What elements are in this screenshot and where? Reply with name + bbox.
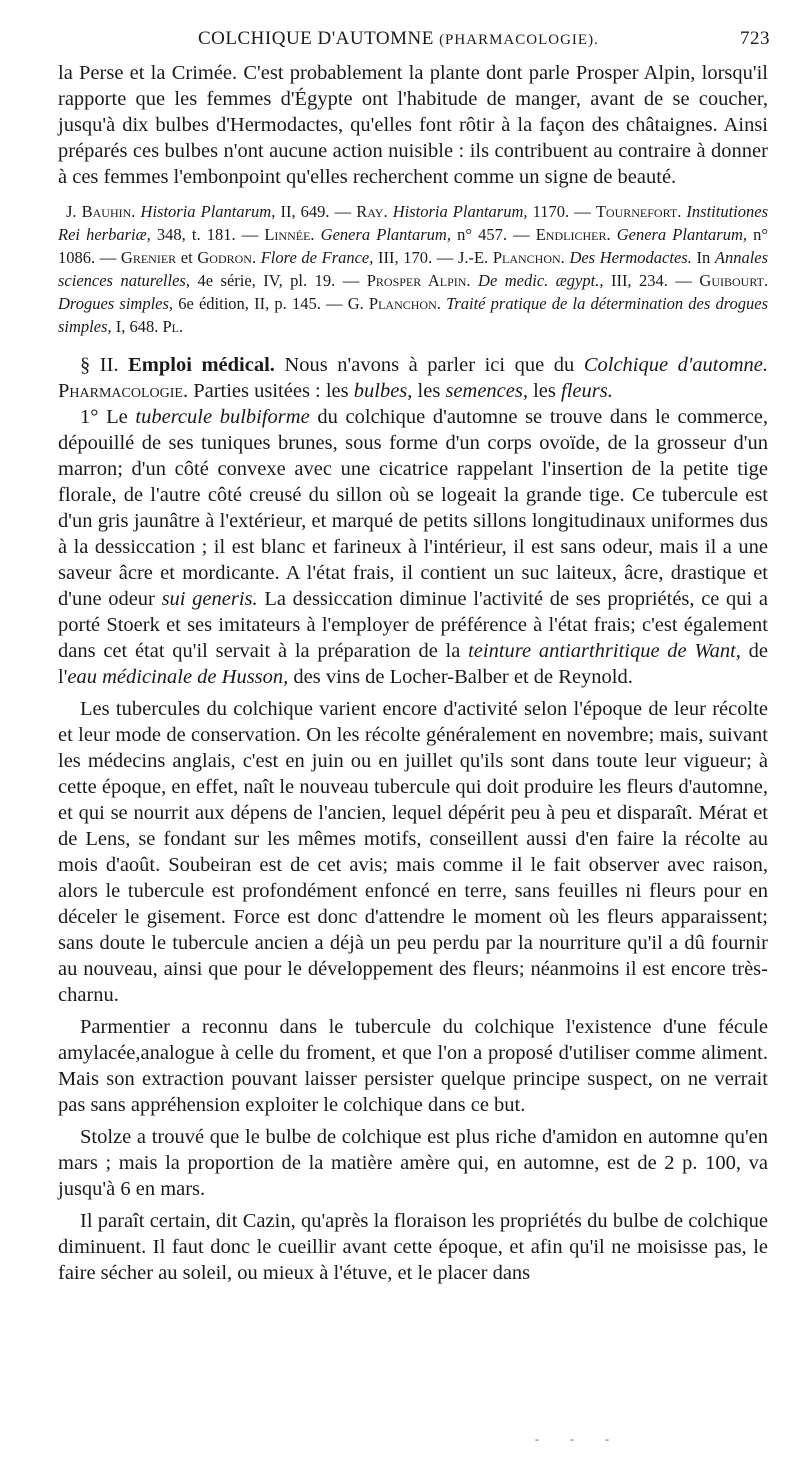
ref-title: Annales sciences naturelles, bbox=[58, 248, 769, 290]
paragraph-continuation: la Perse et la Crimée. C'est probablement la plante dont parle Prosper Alpin, lorsqu'il rapporte que les femmes d'Égypte ont l'habitude de manger, avant de se coucher, jusqu'à dix bulbes d'Hermodactes, qu'elles font rôtir à la façon des châtaignes. Ainsi préparés ces bulbes n'ont aucune action nuisible : ils contribuent au contraire à donner à ces femmes l'embonpoint qu'elles recherchent comme un signe de beauté. bbox=[58, 62, 768, 188]
paragraph-cazin: Il paraît certain, dit Cazin, qu'après la floraison les propriétés du bulbe de colchique diminuent. Il faut donc le cueillir avant cette époque, et afin qu'il ne moisisse pas, le faire sécher au soleil, ou mieux à l'étuve, et le placer dans bbox=[58, 1210, 768, 1284]
ref-detail: 348, t. 181. — bbox=[156, 225, 259, 244]
paragraph-parmentier: Parmentier a reconnu dans le tubercule du colchique l'existence d'une fécule amylacée,analogue à celle du froment, et que l'on a proposé d'utiliser comme aliment. Mais son extraction pouvant laisser persister quelque principe suspect, on ne verrait pas sans appréhension exploiter le colchique dans ce but. bbox=[58, 1016, 768, 1116]
ref-author: Linnée. bbox=[264, 225, 315, 244]
section-term: semences, bbox=[445, 380, 528, 402]
ref-title: Traité pratique de la détermination des drogues simples, bbox=[58, 294, 769, 336]
paragraph-text: des vins de Locher-Balber et de Reynold. bbox=[293, 666, 633, 688]
ref-author: Endlicher. bbox=[535, 225, 611, 244]
ref-author: J.-E. Planchon. bbox=[457, 248, 565, 267]
ref-title: Flore de France, bbox=[260, 248, 374, 267]
ref-author: Guibourt. bbox=[699, 271, 769, 290]
ref-title: Historia Plantarum, bbox=[392, 202, 528, 221]
paragraph-term: teinture antiarthritique de Want, bbox=[468, 640, 741, 662]
paragraph-text: La dessiccation diminue l'activité de ses propriétés, ce qui a porté Stoerk et ses imitateurs à l'employer de préférence à l'état frais; c'est également dans cet état qu'il servait à la préparation de la bbox=[58, 588, 769, 662]
page-number: 723 bbox=[740, 28, 770, 49]
paragraph-text: du colchique d'automne se trouve dans le commerce, dépouillé de ses tuniques brunes, sous forme d'un corps ovoïde, de la grosseur d'un marron; d'un côté convexe avec une cicatrice rappelant l'insertion de la petite tige florale, de l'autre côté creusé du sillon où se logeait la grande tige. Ce tubercule est d'un gris jaunâtre à l'extérieur, et marqué de petits sillons longitudinaux uniformes dus à la dessiccation ; il est blanc et farineux à l'intérieur, il est sans odeur, mais il a une saveur âcre et mordicante. A l'état frais, il contient un suc laiteux, âcre, drastique et d'une odeur bbox=[58, 406, 769, 610]
ref-author: Godron. bbox=[197, 248, 257, 267]
section-text: Nous n'avons à parler ici que du bbox=[284, 354, 575, 376]
ref-author: Grenier bbox=[120, 248, 177, 267]
section-title: Emploi médical. bbox=[128, 354, 275, 376]
ref-detail: III, 170. — bbox=[378, 248, 454, 267]
ref-detail: II, 649. — bbox=[280, 202, 352, 221]
paragraph-text: 1° Le bbox=[80, 406, 128, 428]
running-header bbox=[58, 28, 770, 54]
section-term: fleurs. bbox=[561, 380, 613, 402]
running-subtitle: (PHARMACOLOGIE). bbox=[439, 32, 599, 48]
ref-conjunction: et bbox=[180, 248, 193, 267]
ref-title: Historia Plantarum, bbox=[140, 202, 276, 221]
ref-title: Des Hermodactes. bbox=[569, 248, 692, 267]
running-title-text: COLCHIQUE D'AUTOMNE bbox=[198, 28, 434, 49]
ref-detail: 1170. — bbox=[532, 202, 591, 221]
spacer bbox=[58, 338, 768, 352]
ref-author: Tournefort. bbox=[595, 202, 682, 221]
ref-author: J. Bauhin. bbox=[66, 202, 136, 221]
section-heading-paragraph bbox=[58, 352, 768, 404]
paragraph-term: eau médicinale de Husson, bbox=[67, 666, 289, 688]
ref-detail: In bbox=[696, 248, 711, 267]
ref-signature: Pl. bbox=[162, 317, 184, 336]
ref-author: Ray. bbox=[356, 202, 388, 221]
ref-detail: I, 648. bbox=[115, 317, 159, 336]
section-text: Parties usitées : les bbox=[193, 380, 349, 402]
ref-detail: 6e édition, II, p. 145. — bbox=[178, 294, 343, 313]
section-term: Colchique d'automne. bbox=[583, 354, 768, 376]
section-subtitle: Pharmacologie. bbox=[58, 380, 189, 402]
section-text: les bbox=[533, 380, 556, 402]
paragraph-recolte: Les tubercules du colchique varient encore d'activité selon l'époque de leur récolte et leur mode de conservation. On les récolte généralement en novembre; mais, suivant les médecins anglais, c'est en juin ou en juillet qu'ils sont dans toute leur vigueur; à cette époque, en effet, naît le nouveau tubercule qui doit produire les fleurs d'automne, et qui se nourrit aux dépens de l'ancien, lequel dépérit peu à peu et disparaît. Mérat et de Lens, se fondant sur les mêmes motifs, conseillent aussi d'en faire la récolte au mois d'août. Soubeiran est de cet avis; mais comme il le fait observer avec raison, alors le tubercule est profondément enfoncé en terre, sans feuilles ni fleurs pour en déceler le gisement. Force est donc d'attendre le moment où les fleurs apparaissent; sans doute le tubercule ancien a déjà un peu perdu par la nourriture qu'il a dû fournir au nouveau, ainsi que pour le développement des fleurs; néanmoins il est encore très-charnu. bbox=[58, 698, 768, 1006]
ref-detail: III, 234. — bbox=[610, 271, 692, 290]
ref-detail: n° 457. — bbox=[457, 225, 530, 244]
ref-author: G. Planchon. bbox=[347, 294, 441, 313]
bibliography-block bbox=[58, 200, 768, 338]
ref-author: Prosper Alpin. bbox=[366, 271, 471, 290]
ref-title: Drogues simples, bbox=[58, 294, 174, 313]
bibliography-text bbox=[58, 200, 768, 338]
section-text: les bbox=[417, 380, 441, 402]
ref-title: De medic. ægypt., bbox=[478, 271, 604, 290]
paragraph-tubercule bbox=[58, 404, 768, 690]
page-body bbox=[58, 60, 768, 1286]
paragraph-term: sui generis. bbox=[161, 588, 258, 610]
ref-detail: n° 1086. — bbox=[58, 225, 769, 267]
paragraph-term: tubercule bulbiforme bbox=[135, 406, 310, 428]
footer-marks: - - - bbox=[535, 1432, 623, 1446]
ref-title: Genera Plantarum, bbox=[616, 225, 748, 244]
running-title bbox=[198, 28, 599, 50]
ref-detail: 4e série, IV, pl. 19. — bbox=[197, 271, 360, 290]
ref-title: Genera Plantarum, bbox=[320, 225, 451, 244]
section-number: § II. bbox=[80, 354, 119, 376]
ref-title: Institutiones Rei herbariæ, bbox=[58, 202, 769, 244]
section-term: bulbes, bbox=[353, 380, 413, 402]
paragraph-stolze: Stolze a trouvé que le bulbe de colchique est plus riche d'amidon en automne qu'en mars ; mais la proportion de la matière amère qui, en automne, est de 2 p. 100, va jusqu'à 6 en mars. bbox=[58, 1126, 768, 1200]
paragraph-text: de l' bbox=[58, 640, 769, 688]
